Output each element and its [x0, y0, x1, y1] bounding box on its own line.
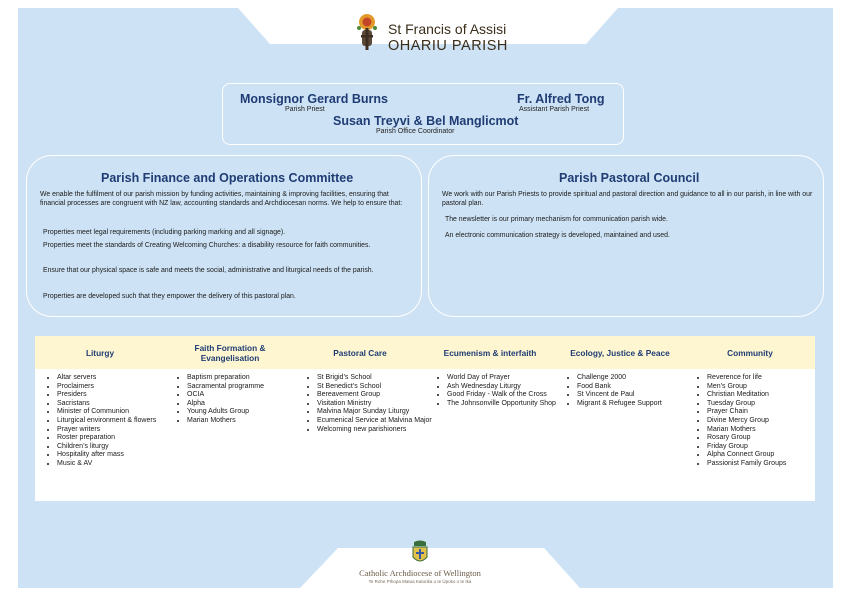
list-item: • Sacramental programme [187, 383, 302, 392]
finance-title: Parish Finance and Operations Committee [101, 171, 354, 185]
finance-point: Properties meet the standards of Creating Welcoming Churches: a disability resource for faith communities. [43, 242, 371, 249]
archdiocese-footer [340, 540, 500, 590]
list-item: • World Day of Prayer [447, 374, 562, 383]
list-item: • Rosary Group [707, 434, 822, 443]
list-item: • Challenge 2000 [577, 374, 702, 383]
list-item: • Altar servers [57, 374, 167, 383]
list-item: • Music & AV [57, 460, 167, 469]
list-item: • Liturgical environment & flowers [57, 417, 167, 426]
list-item: • Sacristans [57, 400, 167, 409]
community-list [695, 374, 822, 469]
pastoral-point: An electronic communication strategy is developed, maintained and used. [445, 232, 670, 239]
leader-name: Monsignor Gerard Burns [240, 92, 388, 106]
ecumenism-list [435, 374, 562, 408]
list-item: • Presiders [57, 391, 167, 400]
column-title: Liturgy [85, 347, 115, 358]
list-item: • Ash Wednesday Liturgy [447, 383, 562, 392]
list-item: • Welcoming new parishioners [317, 426, 437, 435]
archdiocese-name: Catholic Archdiocese of Wellington [359, 568, 481, 578]
ecology-list [565, 374, 702, 408]
finance-point: Properties are developed such that they empower the delivery of this pastoral plan. [43, 293, 296, 300]
header-title-line1: St Francis of Assisi [388, 21, 507, 37]
list-item: • Friday Group [707, 443, 822, 452]
pastoral-council-panel [428, 155, 824, 317]
list-item: • Food Bank [577, 383, 702, 392]
list-item: • Reverence for life [707, 374, 822, 383]
pastoral-intro: We work with our Parish Priests to provide spiritual and pastoral direction and guidance to all in our parish, in line with our pastoral plan. [442, 191, 813, 207]
pastoral-care-list [305, 374, 437, 434]
finance-intro: We enable the fulfilment of our parish mission by funding activities, maintaining & improving facilities, ensuring that financial processes are congruent with NZ law, accounting standards and Archdiocesan norms. We help to ensure that: [40, 191, 403, 207]
leader-role: Parish Office Coordinator [376, 128, 455, 135]
list-item: • Proclaimers [57, 383, 167, 392]
leader-role: Parish Priest [285, 106, 325, 113]
column-title: Pastoral Care [333, 347, 387, 358]
column-title: Ecumenism & interfaith [443, 347, 537, 358]
list-item: • St Benedict’s School [317, 383, 437, 392]
list-item: • Marian Mothers [707, 426, 822, 435]
header-title-line2: OHARIU PARISH [388, 38, 508, 54]
leader-name: Susan Treyvi & Bel Manglicmot [333, 114, 519, 128]
finance-point: Properties meet legal requirements (including parking marking and all signage). [43, 229, 286, 236]
list-item: • Hospitality after mass [57, 451, 167, 460]
list-item: • Visitation Ministry [317, 400, 437, 409]
list-item: • St Brigid’s School [317, 374, 437, 383]
pastoral-title: Parish Pastoral Council [559, 171, 700, 185]
list-item: • Migrant & Refugee Support [577, 400, 702, 409]
archdiocese-crest-icon [411, 540, 429, 566]
ministries-table [35, 336, 815, 501]
column-title: Community [727, 347, 773, 358]
column-title: Faith Formation & Evangelisation [194, 342, 266, 363]
list-item: • Alpha Connect Group [707, 451, 822, 460]
list-item: • Good Friday - Walk of the Cross [447, 391, 562, 400]
list-item: • Baptism preparation [187, 374, 302, 383]
leadership-box [222, 83, 624, 145]
list-item: • Men’s Group [707, 383, 822, 392]
parish-header [352, 12, 522, 62]
list-item: • Minister of Communion [57, 408, 167, 417]
list-item: • Prayer Chain [707, 408, 822, 417]
list-item: • Young Adults Group [187, 408, 302, 417]
finance-committee-panel [26, 155, 422, 317]
liturgy-list [45, 374, 167, 469]
list-item: • Tuesday Group [707, 400, 822, 409]
list-item: • The Johnsonville Opportunity Shop [447, 400, 562, 409]
parish-logo-icon [352, 12, 382, 56]
list-item: • Prayer writers [57, 426, 167, 435]
column-title: Ecology, Justice & Peace [570, 347, 670, 358]
list-item: • Malvina Major Sunday Liturgy [317, 408, 437, 417]
list-item: • Roster preparation [57, 434, 167, 443]
list-item: • St Vincent de Paul [577, 391, 702, 400]
archdiocese-tagline: Te Rohe Pīhopa Matua Katorika o te Ūpoko o te Ika [368, 579, 472, 584]
list-item: • Ecumenical Service at Malvina Major [317, 417, 437, 426]
list-item: • Marian Mothers [187, 417, 302, 426]
list-item: • Bereavement Group [317, 391, 437, 400]
list-item: • Children’s liturgy [57, 443, 167, 452]
list-item: • Alpha [187, 400, 302, 409]
list-item: • Passionist Family Groups [707, 460, 822, 469]
pastoral-point: The newsletter is our primary mechanism for communication parish wide. [445, 216, 668, 223]
faith-formation-list [175, 374, 302, 426]
finance-point: Ensure that our physical space is safe and meets the social, administrative and liturgical needs of the parish. [43, 267, 374, 274]
list-item: • OCIA [187, 391, 302, 400]
leader-name: Fr. Alfred Tong [517, 92, 605, 106]
list-item: • Divine Mercy Group [707, 417, 822, 426]
leader-role: Assistant Parish Priest [519, 106, 590, 113]
list-item: • Christian Meditation [707, 391, 822, 400]
